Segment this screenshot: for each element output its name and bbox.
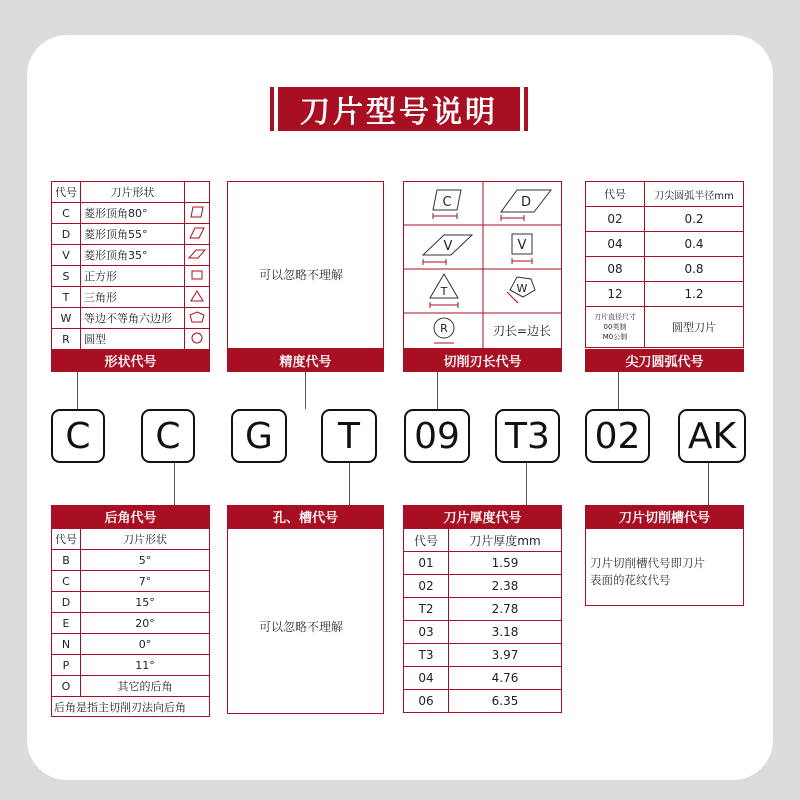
code-box-edge-length: 09 <box>404 409 470 463</box>
code-box-shape: C <box>51 409 105 463</box>
table-row: 02 2.38 <box>404 575 562 598</box>
square-icon <box>190 269 204 281</box>
table-row: 06 6.35 <box>404 690 562 713</box>
edge-w-label: W <box>516 282 528 295</box>
thickness-table <box>403 528 562 713</box>
edge-v-label: V <box>443 239 453 254</box>
edge-d-label: D <box>520 195 532 210</box>
nose-col-radius: 刀尖圆弧半径mm <box>645 182 744 207</box>
clearance-header: 后角代号 <box>51 505 210 528</box>
shape-col-code: 代号 <box>52 182 81 203</box>
shape-panel <box>51 181 210 349</box>
table-row: 12 1.2 <box>586 282 744 307</box>
connector-line <box>437 372 438 409</box>
connector-line <box>708 463 709 505</box>
clearance-table <box>51 528 210 717</box>
connector-line <box>305 372 306 409</box>
table-row: T3 3.97 <box>404 644 562 667</box>
table-row: T2 2.78 <box>404 598 562 621</box>
groove-note-line2: 表面的花纹代号 <box>590 573 671 587</box>
clearance-panel <box>51 528 210 714</box>
groove-header: 刀片切削槽代号 <box>585 505 744 528</box>
title-banner <box>270 87 528 131</box>
thickness-header: 刀片厚度代号 <box>403 505 562 528</box>
code-box-precision: G <box>231 409 287 463</box>
thickness-col-value: 刀片厚度mm <box>449 529 562 552</box>
shape-col-shape: 刀片形状 <box>81 182 185 203</box>
code-box-groove: AK <box>678 409 746 463</box>
table-row: D 15° <box>52 592 210 613</box>
rhombus-35-icon <box>188 248 206 260</box>
edge-length-diagram <box>404 182 561 348</box>
table-row: 刀片直径尺寸 00英制 M0公制 圆型刀片 <box>586 307 744 348</box>
table-row: P 11° <box>52 655 210 676</box>
circle-icon <box>190 332 204 344</box>
connector-line <box>618 372 619 409</box>
edge-s-label: V <box>517 238 527 253</box>
shape-table <box>51 181 210 350</box>
table-row: 01 1.59 <box>404 552 562 575</box>
shape-header: 形状代号 <box>51 349 210 372</box>
hexagon-icon <box>189 311 205 323</box>
hole-panel <box>227 528 384 714</box>
edge-c-label: C <box>442 195 452 210</box>
connector-line <box>526 463 527 505</box>
code-box-nose-radius: 02 <box>585 409 650 463</box>
table-row: C 7° <box>52 571 210 592</box>
nose-radius-header: 尖刀圆弧代号 <box>585 349 744 372</box>
thickness-col-code: 代号 <box>404 529 449 552</box>
table-row: W 等边不等角六边形 <box>52 308 210 329</box>
table-row: R 圆型 <box>52 329 210 350</box>
code-box-hole: T <box>321 409 377 463</box>
triangle-icon <box>190 290 204 302</box>
nose-radius-panel <box>585 181 744 349</box>
table-row: 08 0.8 <box>586 257 744 282</box>
edge-length-note: 刃长=边长 <box>492 324 552 338</box>
table-row: 03 3.18 <box>404 621 562 644</box>
code-box-thickness: T3 <box>495 409 560 463</box>
clearance-col-code: 代号 <box>52 529 81 550</box>
table-row <box>52 697 210 717</box>
code-box-clearance: C <box>141 409 195 463</box>
groove-panel <box>585 528 744 606</box>
precision-header: 精度代号 <box>227 349 384 372</box>
table-row: N 0° <box>52 634 210 655</box>
thickness-panel <box>403 528 562 714</box>
clearance-col-shape: 刀片形状 <box>81 529 210 550</box>
table-row: B 5° <box>52 550 210 571</box>
edge-t-label: T <box>440 285 448 298</box>
precision-note: 可以忽略不理解 <box>259 268 344 282</box>
table-row: V 菱形顶角35° <box>52 245 210 266</box>
edge-length-panel <box>403 181 562 349</box>
nose-col-code: 代号 <box>586 182 645 207</box>
rhombus-80-icon <box>190 206 204 218</box>
table-row: 02 0.2 <box>586 207 744 232</box>
table-row: O 其它的后角 <box>52 676 210 697</box>
groove-note-line1: 刀片切削槽代号即刀片 <box>590 556 705 570</box>
table-row: D 菱形顶角55° <box>52 224 210 245</box>
edge-length-header: 切削刃长代号 <box>403 349 562 372</box>
connector-line <box>349 463 350 505</box>
table-row: E 20° <box>52 613 210 634</box>
nose-radius-table <box>585 181 744 348</box>
connector-line <box>77 372 78 409</box>
table-row: 04 0.4 <box>586 232 744 257</box>
table-row: S 正方形 <box>52 266 210 287</box>
clearance-footer: 后角是指主切削刃法向后角 <box>52 697 210 717</box>
hole-note: 可以忽略不理解 <box>259 620 344 634</box>
rhombus-55-icon <box>189 227 205 239</box>
edge-r-label: R <box>440 322 448 335</box>
table-row: 04 4.76 <box>404 667 562 690</box>
precision-panel <box>227 181 384 349</box>
table-row: C 菱形顶角80° <box>52 203 210 224</box>
connector-line <box>174 463 175 505</box>
hole-header: 孔、槽代号 <box>227 505 384 528</box>
table-row: T 三角形 <box>52 287 210 308</box>
page-title: 刀片型号说明 <box>278 87 520 131</box>
